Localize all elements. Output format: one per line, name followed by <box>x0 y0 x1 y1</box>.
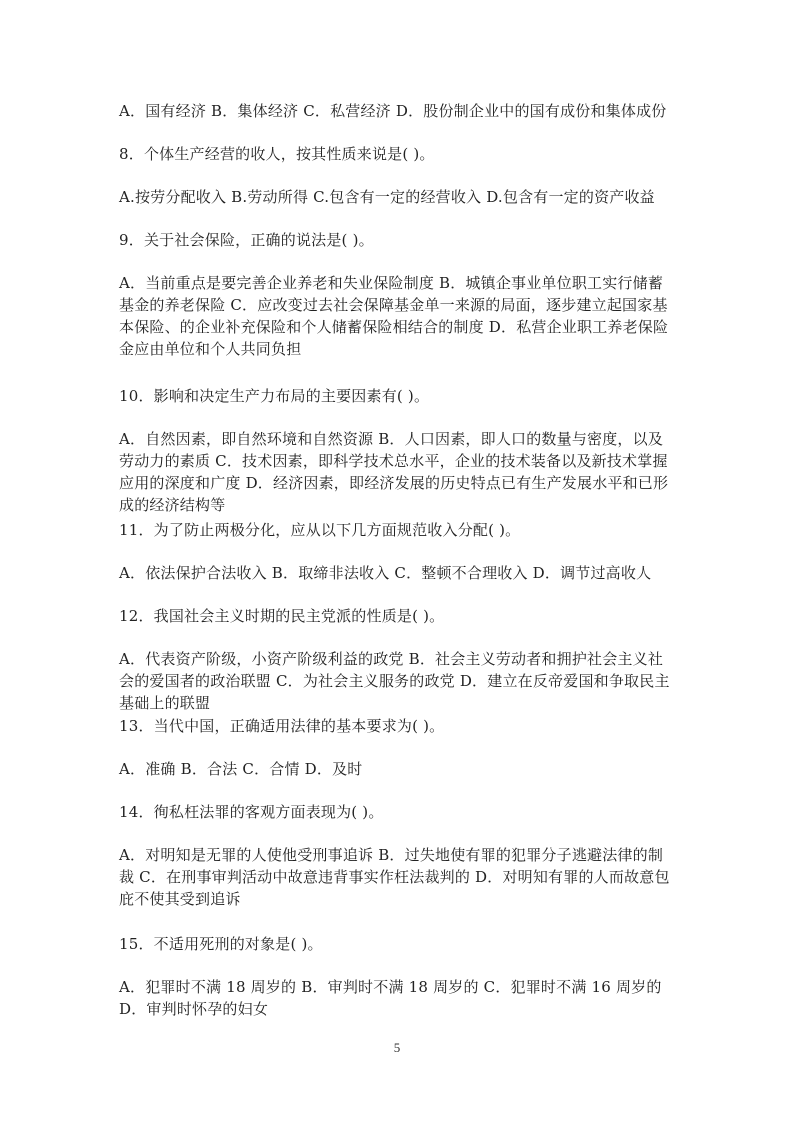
answer-options-q9: A．当前重点是要完善企业养老和失业保险制度 B．城镇企事业单位职工实行储蓄基金的养老保险 C．应改变过去社会保障基金单一来源的局面，逐步建立起国家基本保险、的企业补充保险和个人储蓄保险相结合的制度 D．私营企业职工养老保险金应由单位和个人共同负担 <box>119 274 669 358</box>
question-11: 11．为了防止两极分化，应从以下几方面规范收入分配( )。 <box>119 521 521 539</box>
answer-options-q13: A．准确 B．合法 C．合情 D．及时 <box>119 760 363 778</box>
question-9: 9．关于社会保险，正确的说法是( )。 <box>119 231 374 249</box>
answer-options-q7: A．国有经济 B．集体经济 C．私营经济 D．股份制企业中的国有成份和集体成份 <box>119 102 667 120</box>
answer-options-q15: A．犯罪时不满 18 周岁的 B．审判时不满 18 周岁的 C．犯罪时不满 16 周岁的 D．审判时怀孕的妇女 <box>119 978 662 1018</box>
page-number: 5 <box>393 1040 401 1055</box>
answer-options-q10: A．自然因素，即自然环境和自然资源 B．人口因素，即人口的数量与密度，以及劳动力的素质 C．技术因素，即科学技术总水平，企业的技术装备以及新技术掌握应用的深度和广度 D．经济因素，即经济发展的历史特点已有生产发展水平和已形成的经济结构等 <box>119 430 669 514</box>
question-13: 13．当代中国，正确适用法律的基本要求为( )。 <box>119 717 445 735</box>
answer-options-q8: A.按劳分配收入 B.劳动所得 C.包含有一定的经营收入 D.包含有一定的资产收益 <box>119 188 655 206</box>
answer-options-q11: A．依法保护合法收入 B．取缔非法收入 C．整顿不合理收入 D．调节过高收人 <box>119 564 652 582</box>
question-8: 8．个体生产经营的收人，按其性质来说是( )。 <box>119 145 435 163</box>
question-14: 14．徇私枉法罪的客观方面表现为( )。 <box>119 803 384 821</box>
question-12: 12．我国社会主义时期的民主党派的性质是( )。 <box>119 607 445 625</box>
answer-options-q14: A．对明知是无罪的人使他受刑事追诉 B．过失地使有罪的犯罪分子逃避法律的制裁 C．在刑事审判活动中故意违背事实作枉法裁判的 D．对明知有罪的人而故意包庇不使其受到追诉 <box>119 846 670 908</box>
answer-options-q12: A．代表资产阶级，小资产阶级利益的政党 B．社会主义劳动者和拥护社会主义社会的爱国者的政治联盟 C．为社会主义服务的政党 D．建立在反帝爱国和争取民主基础上的联盟 <box>119 650 670 712</box>
question-10: 10．影响和决定生产力布局的主要因素有( )。 <box>119 387 430 405</box>
question-15: 15．不适用死刑的对象是( )。 <box>119 935 323 953</box>
